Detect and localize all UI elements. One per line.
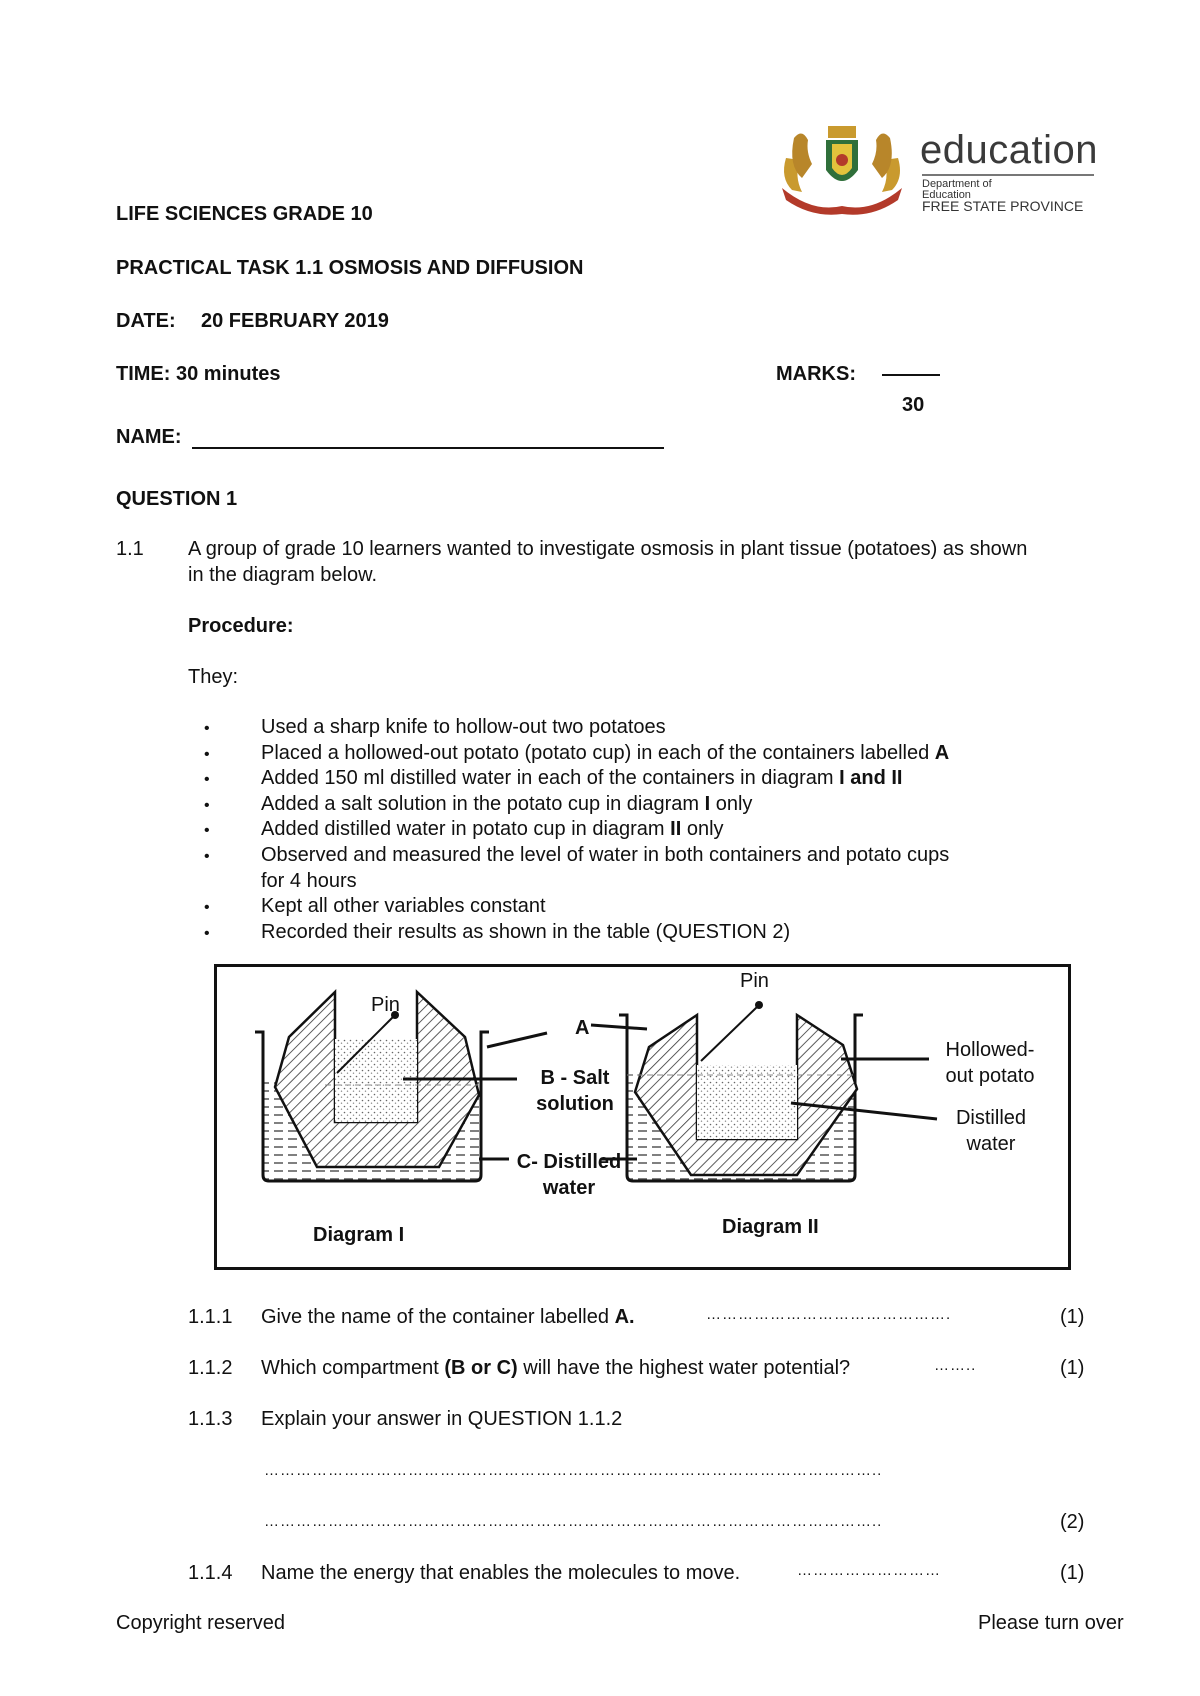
- intro-line-2: in the diagram below.: [188, 564, 378, 586]
- logo-wordmark: education: [920, 128, 1098, 172]
- label-a: A: [575, 1017, 590, 1039]
- question-number: 1.1: [116, 538, 144, 560]
- answer-dots[interactable]: ………………………: [797, 1562, 941, 1579]
- subquestion-text: Give the name of the container labelled A.: [261, 1306, 635, 1328]
- education-logo: [772, 118, 1102, 218]
- pin-label-left: Pin: [371, 994, 400, 1016]
- bullet-icon: •: [204, 771, 210, 788]
- footer-copyright: Copyright reserved: [116, 1612, 285, 1634]
- list-item: Placed a hollowed-out potato (potato cup) in each of the containers labelled A: [261, 742, 950, 764]
- subquestion-text: Which compartment (B or C) will have the highest water potential?: [261, 1357, 851, 1379]
- name-input-line[interactable]: [192, 447, 664, 449]
- marks-fraction-line: [882, 374, 940, 376]
- marks-total: 30: [902, 394, 925, 416]
- pin-label-right: Pin: [740, 970, 769, 992]
- intro-line-1: A group of grade 10 learners wanted to investigate osmosis in plant tissue (potatoes) as shown: [188, 538, 1028, 560]
- coat-of-arms-icon: [772, 118, 912, 218]
- bullet-icon: •: [204, 899, 210, 916]
- logo-province: FREE STATE PROVINCE: [922, 198, 1084, 214]
- label-b-line2: solution: [536, 1093, 614, 1115]
- bullet-icon: •: [204, 848, 210, 865]
- caption-diagram-2: Diagram II: [722, 1216, 819, 1238]
- task-title: PRACTICAL TASK 1.1 OSMOSIS AND DIFFUSION: [116, 257, 584, 279]
- list-item: Kept all other variables constant: [261, 895, 546, 917]
- label-distilled-line1: Distilled: [955, 1107, 1027, 1129]
- mark-value: (2): [1060, 1511, 1085, 1533]
- list-item: Added 150 ml distilled water in each of the containers in diagram I and II: [261, 767, 903, 789]
- subquestion-number: 1.1.4: [188, 1562, 233, 1584]
- label-b-line1: B - Salt: [540, 1067, 610, 1089]
- marks-label: MARKS:: [776, 363, 856, 385]
- label-distilled-water: [941, 1105, 1041, 1157]
- name-label: NAME:: [116, 426, 182, 448]
- label-distilled-line2: water: [966, 1133, 1016, 1155]
- label-hollowed-line2: out potato: [945, 1065, 1035, 1087]
- list-item: Used a sharp knife to hollow-out two potatoes: [261, 716, 666, 738]
- mark-value: (1): [1060, 1357, 1085, 1379]
- time-label: TIME: 30 minutes: [116, 363, 281, 385]
- label-hollowed-line1: Hollowed-: [945, 1039, 1035, 1061]
- mark-value: (1): [1060, 1562, 1085, 1584]
- bullet-icon: •: [204, 720, 210, 737]
- label-b: [525, 1065, 625, 1117]
- label-c-line1: C- Distilled: [516, 1151, 622, 1173]
- list-item-continued: for 4 hours: [261, 870, 357, 892]
- list-item: Added distilled water in potato cup in diagram II only: [261, 818, 724, 840]
- question-heading: QUESTION 1: [116, 488, 238, 510]
- list-item: Observed and measured the level of water in both containers and potato cups: [261, 844, 950, 866]
- bullet-icon: •: [204, 822, 210, 839]
- caption-diagram-1: Diagram I: [313, 1224, 405, 1246]
- bullet-icon: •: [204, 746, 210, 763]
- label-c-line2: water: [542, 1177, 596, 1199]
- list-item: Added a salt solution in the potato cup in diagram I only: [261, 793, 753, 815]
- answer-line[interactable]: ……………………………………………………………………………………………………..: [264, 1513, 883, 1530]
- answer-dots[interactable]: ……..: [934, 1357, 977, 1374]
- subquestion-number: 1.1.2: [188, 1357, 233, 1379]
- subquestion-number: 1.1.3: [188, 1408, 233, 1430]
- date-value: 20 FEBRUARY 2019: [201, 310, 389, 332]
- logo-rule: [922, 174, 1094, 176]
- date-label: DATE:: [116, 310, 176, 332]
- subquestion-text: Name the energy that enables the molecules to move.: [261, 1562, 741, 1584]
- subquestion-number: 1.1.1: [188, 1306, 233, 1328]
- answer-line[interactable]: ……………………………………………………………………………………………………..: [264, 1462, 883, 1479]
- logo-dept-line2: Education: [922, 189, 971, 201]
- they-label: They:: [188, 666, 239, 688]
- label-hollowed-out-potato: [935, 1037, 1045, 1089]
- procedure-label: Procedure:: [188, 615, 294, 637]
- bullet-icon: •: [204, 797, 210, 814]
- subquestion-text: Explain your answer in QUESTION 1.1.2: [261, 1408, 623, 1430]
- list-item: Recorded their results as shown in the table (QUESTION 2): [261, 921, 791, 943]
- osmosis-diagram: [214, 964, 1071, 1270]
- answer-dots[interactable]: ……………………………………….: [706, 1306, 952, 1323]
- footer-turn-over: Please turn over: [978, 1612, 1124, 1634]
- mark-value: (1): [1060, 1306, 1085, 1328]
- label-c: [509, 1149, 629, 1201]
- bullet-icon: •: [204, 925, 210, 942]
- subject-title: LIFE SCIENCES GRADE 10: [116, 203, 373, 225]
- logo-dept-line1: Department of: [922, 178, 992, 190]
